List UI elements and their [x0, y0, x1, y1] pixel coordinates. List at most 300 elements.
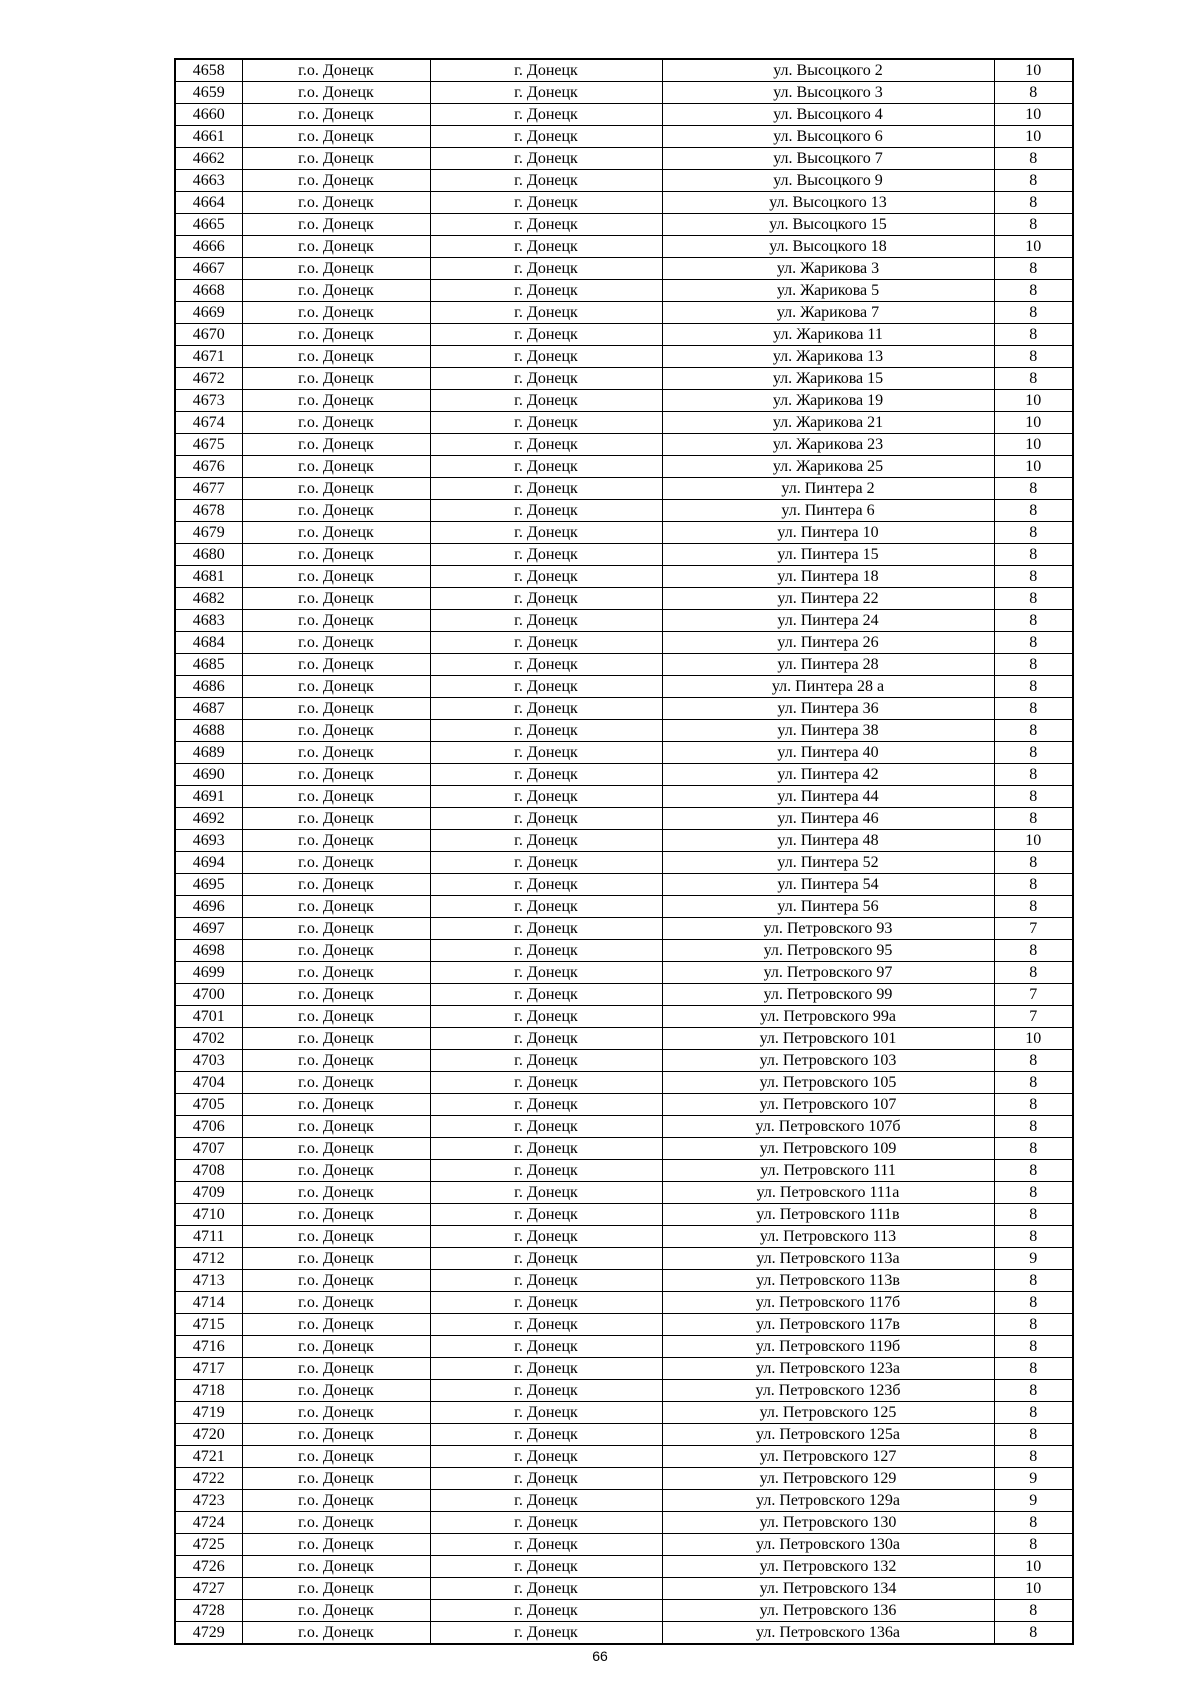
- cell-number: 4705: [175, 1094, 242, 1116]
- table-row: [175, 566, 1073, 588]
- cell-number: 4692: [175, 808, 242, 830]
- cell-district: г.о. Донецк: [242, 82, 430, 104]
- cell-number: 4661: [175, 126, 242, 148]
- address-table-body: [175, 59, 1073, 1644]
- cell-district: г.о. Донецк: [242, 874, 430, 896]
- cell-value: 8: [994, 808, 1073, 830]
- table-row: [175, 676, 1073, 698]
- cell-city: г. Донецк: [430, 59, 662, 82]
- cell-district: г.о. Донецк: [242, 918, 430, 940]
- cell-district: г.о. Донецк: [242, 236, 430, 258]
- cell-number: 4697: [175, 918, 242, 940]
- cell-district: г.о. Донецк: [242, 610, 430, 632]
- table-row: [175, 654, 1073, 676]
- table-row: [175, 852, 1073, 874]
- cell-district: г.о. Донецк: [242, 1006, 430, 1028]
- cell-address: ул. Пинтера 22: [662, 588, 994, 610]
- cell-city: г. Донецк: [430, 478, 662, 500]
- cell-number: 4708: [175, 1160, 242, 1182]
- cell-city: г. Донецк: [430, 698, 662, 720]
- cell-number: 4694: [175, 852, 242, 874]
- cell-value: 8: [994, 192, 1073, 214]
- cell-city: г. Донецк: [430, 830, 662, 852]
- cell-city: г. Донецк: [430, 896, 662, 918]
- cell-number: 4704: [175, 1072, 242, 1094]
- cell-city: г. Донецк: [430, 610, 662, 632]
- table-row: [175, 1336, 1073, 1358]
- cell-value: 9: [994, 1490, 1073, 1512]
- cell-address: ул. Пинтера 15: [662, 544, 994, 566]
- cell-address: ул. Пинтера 38: [662, 720, 994, 742]
- cell-number: 4728: [175, 1600, 242, 1622]
- cell-number: 4685: [175, 654, 242, 676]
- cell-district: г.о. Донецк: [242, 1182, 430, 1204]
- cell-address: ул. Жарикова 15: [662, 368, 994, 390]
- cell-value: 8: [994, 214, 1073, 236]
- cell-number: 4676: [175, 456, 242, 478]
- cell-district: г.о. Донецк: [242, 588, 430, 610]
- cell-address: ул. Пинтера 46: [662, 808, 994, 830]
- table-row: [175, 258, 1073, 280]
- table-row: [175, 940, 1073, 962]
- cell-number: 4665: [175, 214, 242, 236]
- table-row: [175, 588, 1073, 610]
- cell-district: г.о. Донецк: [242, 302, 430, 324]
- cell-number: 4709: [175, 1182, 242, 1204]
- cell-number: 4668: [175, 280, 242, 302]
- cell-number: 4666: [175, 236, 242, 258]
- cell-number: 4684: [175, 632, 242, 654]
- cell-value: 10: [994, 434, 1073, 456]
- cell-city: г. Донецк: [430, 742, 662, 764]
- table-row: [175, 412, 1073, 434]
- cell-value: 8: [994, 1292, 1073, 1314]
- cell-district: г.о. Донецк: [242, 1094, 430, 1116]
- cell-value: 7: [994, 918, 1073, 940]
- cell-district: г.о. Донецк: [242, 676, 430, 698]
- cell-value: 8: [994, 874, 1073, 896]
- table-row: [175, 1292, 1073, 1314]
- cell-address: ул. Жарикова 21: [662, 412, 994, 434]
- cell-address: ул. Петровского 129: [662, 1468, 994, 1490]
- table-row: [175, 1138, 1073, 1160]
- cell-value: 8: [994, 1512, 1073, 1534]
- cell-city: г. Донецк: [430, 390, 662, 412]
- cell-number: 4687: [175, 698, 242, 720]
- cell-address: ул. Жарикова 13: [662, 346, 994, 368]
- cell-address: ул. Пинтера 52: [662, 852, 994, 874]
- cell-district: г.о. Донецк: [242, 1402, 430, 1424]
- cell-value: 8: [994, 1424, 1073, 1446]
- table-row: [175, 1270, 1073, 1292]
- cell-address: ул. Петровского 109: [662, 1138, 994, 1160]
- cell-district: г.о. Донецк: [242, 368, 430, 390]
- cell-value: 8: [994, 676, 1073, 698]
- cell-address: ул. Высоцкого 6: [662, 126, 994, 148]
- cell-value: 8: [994, 1600, 1073, 1622]
- cell-district: г.о. Донецк: [242, 1490, 430, 1512]
- table-row: [175, 1600, 1073, 1622]
- cell-city: г. Донецк: [430, 214, 662, 236]
- cell-city: г. Донецк: [430, 412, 662, 434]
- cell-city: г. Донецк: [430, 104, 662, 126]
- cell-address: ул. Высоцкого 13: [662, 192, 994, 214]
- cell-district: г.о. Донецк: [242, 280, 430, 302]
- cell-value: 8: [994, 962, 1073, 984]
- cell-address: ул. Петровского 105: [662, 1072, 994, 1094]
- cell-value: 8: [994, 786, 1073, 808]
- cell-value: 8: [994, 742, 1073, 764]
- cell-number: 4671: [175, 346, 242, 368]
- table-row: [175, 59, 1073, 82]
- cell-city: г. Донецк: [430, 1072, 662, 1094]
- cell-address: ул. Петровского 125а: [662, 1424, 994, 1446]
- cell-district: г.о. Донецк: [242, 1160, 430, 1182]
- page-number: 66: [592, 1648, 608, 1664]
- table-row: [175, 1512, 1073, 1534]
- cell-city: г. Донецк: [430, 1468, 662, 1490]
- cell-district: г.о. Донецк: [242, 1380, 430, 1402]
- cell-city: г. Донецк: [430, 566, 662, 588]
- cell-number: 4695: [175, 874, 242, 896]
- cell-address: ул. Петровского 125: [662, 1402, 994, 1424]
- cell-number: 4689: [175, 742, 242, 764]
- cell-city: г. Донецк: [430, 500, 662, 522]
- cell-address: ул. Высоцкого 7: [662, 148, 994, 170]
- cell-district: г.о. Донецк: [242, 1600, 430, 1622]
- cell-address: ул. Пинтера 48: [662, 830, 994, 852]
- cell-address: ул. Петровского 132: [662, 1556, 994, 1578]
- cell-city: г. Донецк: [430, 302, 662, 324]
- cell-district: г.о. Донецк: [242, 1050, 430, 1072]
- cell-district: г.о. Донецк: [242, 1534, 430, 1556]
- table-row: [175, 1204, 1073, 1226]
- cell-city: г. Донецк: [430, 1314, 662, 1336]
- cell-address: ул. Петровского 136: [662, 1600, 994, 1622]
- cell-value: 8: [994, 1446, 1073, 1468]
- cell-value: 8: [994, 764, 1073, 786]
- cell-city: г. Донецк: [430, 1182, 662, 1204]
- cell-value: 8: [994, 632, 1073, 654]
- cell-value: 8: [994, 1402, 1073, 1424]
- cell-number: 4698: [175, 940, 242, 962]
- table-row: [175, 1226, 1073, 1248]
- cell-value: 8: [994, 1358, 1073, 1380]
- cell-value: 8: [994, 698, 1073, 720]
- cell-city: г. Донецк: [430, 1160, 662, 1182]
- cell-value: 8: [994, 544, 1073, 566]
- cell-district: г.о. Донецк: [242, 984, 430, 1006]
- cell-number: 4725: [175, 1534, 242, 1556]
- cell-address: ул. Петровского 111: [662, 1160, 994, 1182]
- cell-district: г.о. Донецк: [242, 434, 430, 456]
- cell-address: ул. Высоцкого 15: [662, 214, 994, 236]
- cell-city: г. Донецк: [430, 786, 662, 808]
- cell-address: ул. Пинтера 42: [662, 764, 994, 786]
- cell-address: ул. Высоцкого 18: [662, 236, 994, 258]
- cell-district: г.о. Донецк: [242, 412, 430, 434]
- cell-number: 4716: [175, 1336, 242, 1358]
- cell-district: г.о. Донецк: [242, 1138, 430, 1160]
- cell-district: г.о. Донецк: [242, 764, 430, 786]
- cell-value: 10: [994, 1578, 1073, 1600]
- cell-district: г.о. Донецк: [242, 170, 430, 192]
- cell-value: 8: [994, 610, 1073, 632]
- cell-value: 10: [994, 59, 1073, 82]
- cell-number: 4700: [175, 984, 242, 1006]
- cell-district: г.о. Донецк: [242, 544, 430, 566]
- cell-number: 4703: [175, 1050, 242, 1072]
- cell-address: ул. Петровского 99а: [662, 1006, 994, 1028]
- cell-value: 8: [994, 1314, 1073, 1336]
- cell-value: 9: [994, 1468, 1073, 1490]
- cell-city: г. Донецк: [430, 1534, 662, 1556]
- cell-number: 4677: [175, 478, 242, 500]
- cell-district: г.о. Донецк: [242, 940, 430, 962]
- cell-city: г. Донецк: [430, 522, 662, 544]
- cell-city: г. Донецк: [430, 1512, 662, 1534]
- table-row: [175, 1072, 1073, 1094]
- cell-district: г.о. Донецк: [242, 324, 430, 346]
- cell-value: 8: [994, 346, 1073, 368]
- cell-number: 4706: [175, 1116, 242, 1138]
- cell-city: г. Донецк: [430, 1050, 662, 1072]
- table-row: [175, 1622, 1073, 1645]
- cell-number: 4723: [175, 1490, 242, 1512]
- cell-district: г.о. Донецк: [242, 720, 430, 742]
- table-row: [175, 236, 1073, 258]
- cell-number: 4693: [175, 830, 242, 852]
- cell-number: 4702: [175, 1028, 242, 1050]
- cell-number: 4727: [175, 1578, 242, 1600]
- cell-number: 4711: [175, 1226, 242, 1248]
- table-row: [175, 368, 1073, 390]
- cell-address: ул. Петровского 103: [662, 1050, 994, 1072]
- cell-city: г. Донецк: [430, 236, 662, 258]
- cell-city: г. Донецк: [430, 720, 662, 742]
- cell-number: 4713: [175, 1270, 242, 1292]
- cell-city: г. Донецк: [430, 1358, 662, 1380]
- cell-city: г. Донецк: [430, 1600, 662, 1622]
- cell-value: 8: [994, 500, 1073, 522]
- cell-district: г.о. Донецк: [242, 346, 430, 368]
- cell-value: 8: [994, 1116, 1073, 1138]
- cell-number: 4726: [175, 1556, 242, 1578]
- cell-city: г. Донецк: [430, 82, 662, 104]
- cell-value: 9: [994, 1248, 1073, 1270]
- cell-address: ул. Петровского 111в: [662, 1204, 994, 1226]
- cell-district: г.о. Донецк: [242, 1512, 430, 1534]
- cell-value: 8: [994, 302, 1073, 324]
- cell-city: г. Донецк: [430, 1424, 662, 1446]
- cell-city: г. Донецк: [430, 676, 662, 698]
- cell-address: ул. Пинтера 24: [662, 610, 994, 632]
- cell-district: г.о. Донецк: [242, 126, 430, 148]
- cell-city: г. Донецк: [430, 1028, 662, 1050]
- cell-district: г.о. Донецк: [242, 500, 430, 522]
- cell-value: 10: [994, 104, 1073, 126]
- cell-city: г. Донецк: [430, 632, 662, 654]
- table-row: [175, 1028, 1073, 1050]
- table-row: [175, 984, 1073, 1006]
- cell-city: г. Донецк: [430, 456, 662, 478]
- cell-district: г.о. Донецк: [242, 1468, 430, 1490]
- cell-value: 7: [994, 1006, 1073, 1028]
- cell-address: ул. Петровского 129а: [662, 1490, 994, 1512]
- cell-value: 8: [994, 1050, 1073, 1072]
- cell-number: 4660: [175, 104, 242, 126]
- table-row: [175, 324, 1073, 346]
- cell-city: г. Донецк: [430, 1116, 662, 1138]
- cell-address: ул. Петровского 127: [662, 1446, 994, 1468]
- cell-value: 10: [994, 456, 1073, 478]
- cell-address: ул. Пинтера 40: [662, 742, 994, 764]
- table-row: [175, 830, 1073, 852]
- cell-address: ул. Жарикова 19: [662, 390, 994, 412]
- cell-value: 8: [994, 1094, 1073, 1116]
- table-row: [175, 896, 1073, 918]
- cell-number: 4712: [175, 1248, 242, 1270]
- cell-number: 4714: [175, 1292, 242, 1314]
- cell-value: 8: [994, 720, 1073, 742]
- cell-number: 4691: [175, 786, 242, 808]
- cell-district: г.о. Донецк: [242, 1028, 430, 1050]
- table-row: [175, 786, 1073, 808]
- cell-address: ул. Петровского 107: [662, 1094, 994, 1116]
- cell-number: 4715: [175, 1314, 242, 1336]
- cell-number: 4721: [175, 1446, 242, 1468]
- cell-city: г. Донецк: [430, 1402, 662, 1424]
- cell-number: 4670: [175, 324, 242, 346]
- cell-value: 8: [994, 82, 1073, 104]
- cell-number: 4720: [175, 1424, 242, 1446]
- cell-value: 8: [994, 1226, 1073, 1248]
- table-row: [175, 104, 1073, 126]
- cell-address: ул. Высоцкого 9: [662, 170, 994, 192]
- cell-district: г.о. Донецк: [242, 1270, 430, 1292]
- cell-address: ул. Петровского 123б: [662, 1380, 994, 1402]
- cell-address: ул. Петровского 113: [662, 1226, 994, 1248]
- table-row: [175, 1578, 1073, 1600]
- cell-district: г.о. Донецк: [242, 632, 430, 654]
- cell-city: г. Донецк: [430, 170, 662, 192]
- cell-district: г.о. Донецк: [242, 258, 430, 280]
- table-row: [175, 1380, 1073, 1402]
- cell-number: 4690: [175, 764, 242, 786]
- cell-value: 8: [994, 324, 1073, 346]
- cell-value: 8: [994, 170, 1073, 192]
- cell-number: 4673: [175, 390, 242, 412]
- cell-address: ул. Жарикова 23: [662, 434, 994, 456]
- cell-value: 10: [994, 236, 1073, 258]
- cell-number: 4672: [175, 368, 242, 390]
- cell-address: ул. Жарикова 11: [662, 324, 994, 346]
- cell-city: г. Донецк: [430, 874, 662, 896]
- cell-city: г. Донецк: [430, 984, 662, 1006]
- cell-address: ул. Петровского 136а: [662, 1622, 994, 1645]
- cell-value: 8: [994, 280, 1073, 302]
- cell-number: 4674: [175, 412, 242, 434]
- table-row: [175, 390, 1073, 412]
- cell-city: г. Донецк: [430, 808, 662, 830]
- table-row: [175, 720, 1073, 742]
- cell-value: 8: [994, 1072, 1073, 1094]
- cell-city: г. Донецк: [430, 148, 662, 170]
- table-row: [175, 170, 1073, 192]
- cell-value: 8: [994, 852, 1073, 874]
- cell-district: г.о. Донецк: [242, 456, 430, 478]
- cell-value: 8: [994, 1204, 1073, 1226]
- cell-district: г.о. Донецк: [242, 1072, 430, 1094]
- cell-number: 4724: [175, 1512, 242, 1534]
- cell-district: г.о. Донецк: [242, 808, 430, 830]
- cell-value: 8: [994, 940, 1073, 962]
- cell-address: ул. Петровского 117б: [662, 1292, 994, 1314]
- cell-district: г.о. Донецк: [242, 1446, 430, 1468]
- cell-district: г.о. Донецк: [242, 962, 430, 984]
- cell-address: ул. Жарикова 3: [662, 258, 994, 280]
- cell-city: г. Донецк: [430, 368, 662, 390]
- cell-city: г. Донецк: [430, 1204, 662, 1226]
- cell-number: 4669: [175, 302, 242, 324]
- cell-district: г.о. Донецк: [242, 1248, 430, 1270]
- cell-district: г.о. Донецк: [242, 192, 430, 214]
- cell-address: ул. Петровского 95: [662, 940, 994, 962]
- cell-district: г.о. Донецк: [242, 390, 430, 412]
- cell-value: 10: [994, 126, 1073, 148]
- cell-district: г.о. Донецк: [242, 522, 430, 544]
- cell-city: г. Донецк: [430, 1578, 662, 1600]
- cell-number: 4658: [175, 59, 242, 82]
- cell-number: 4664: [175, 192, 242, 214]
- cell-number: 4688: [175, 720, 242, 742]
- cell-number: 4729: [175, 1622, 242, 1645]
- cell-city: г. Донецк: [430, 1380, 662, 1402]
- cell-value: 10: [994, 1556, 1073, 1578]
- cell-number: 4663: [175, 170, 242, 192]
- cell-district: г.о. Донецк: [242, 214, 430, 236]
- cell-city: г. Донецк: [430, 1270, 662, 1292]
- table-row: [175, 302, 1073, 324]
- table-row: [175, 522, 1073, 544]
- cell-city: г. Донецк: [430, 1094, 662, 1116]
- cell-value: 8: [994, 588, 1073, 610]
- cell-address: ул. Петровского 117в: [662, 1314, 994, 1336]
- cell-value: 7: [994, 984, 1073, 1006]
- table-row: [175, 126, 1073, 148]
- cell-district: г.о. Донецк: [242, 1226, 430, 1248]
- cell-district: г.о. Донецк: [242, 1556, 430, 1578]
- cell-address: ул. Петровского 111а: [662, 1182, 994, 1204]
- cell-number: 4675: [175, 434, 242, 456]
- table-row: [175, 280, 1073, 302]
- cell-city: г. Донецк: [430, 1226, 662, 1248]
- table-row: [175, 1006, 1073, 1028]
- cell-address: ул. Пинтера 10: [662, 522, 994, 544]
- cell-address: ул. Пинтера 18: [662, 566, 994, 588]
- cell-address: ул. Петровского 101: [662, 1028, 994, 1050]
- cell-value: 8: [994, 654, 1073, 676]
- cell-value: 10: [994, 1028, 1073, 1050]
- cell-number: 4682: [175, 588, 242, 610]
- table-row: [175, 1358, 1073, 1380]
- cell-value: 8: [994, 478, 1073, 500]
- cell-district: г.о. Донецк: [242, 1358, 430, 1380]
- cell-city: г. Донецк: [430, 1622, 662, 1645]
- cell-address: ул. Пинтера 44: [662, 786, 994, 808]
- cell-city: г. Донецк: [430, 544, 662, 566]
- cell-district: г.о. Донецк: [242, 852, 430, 874]
